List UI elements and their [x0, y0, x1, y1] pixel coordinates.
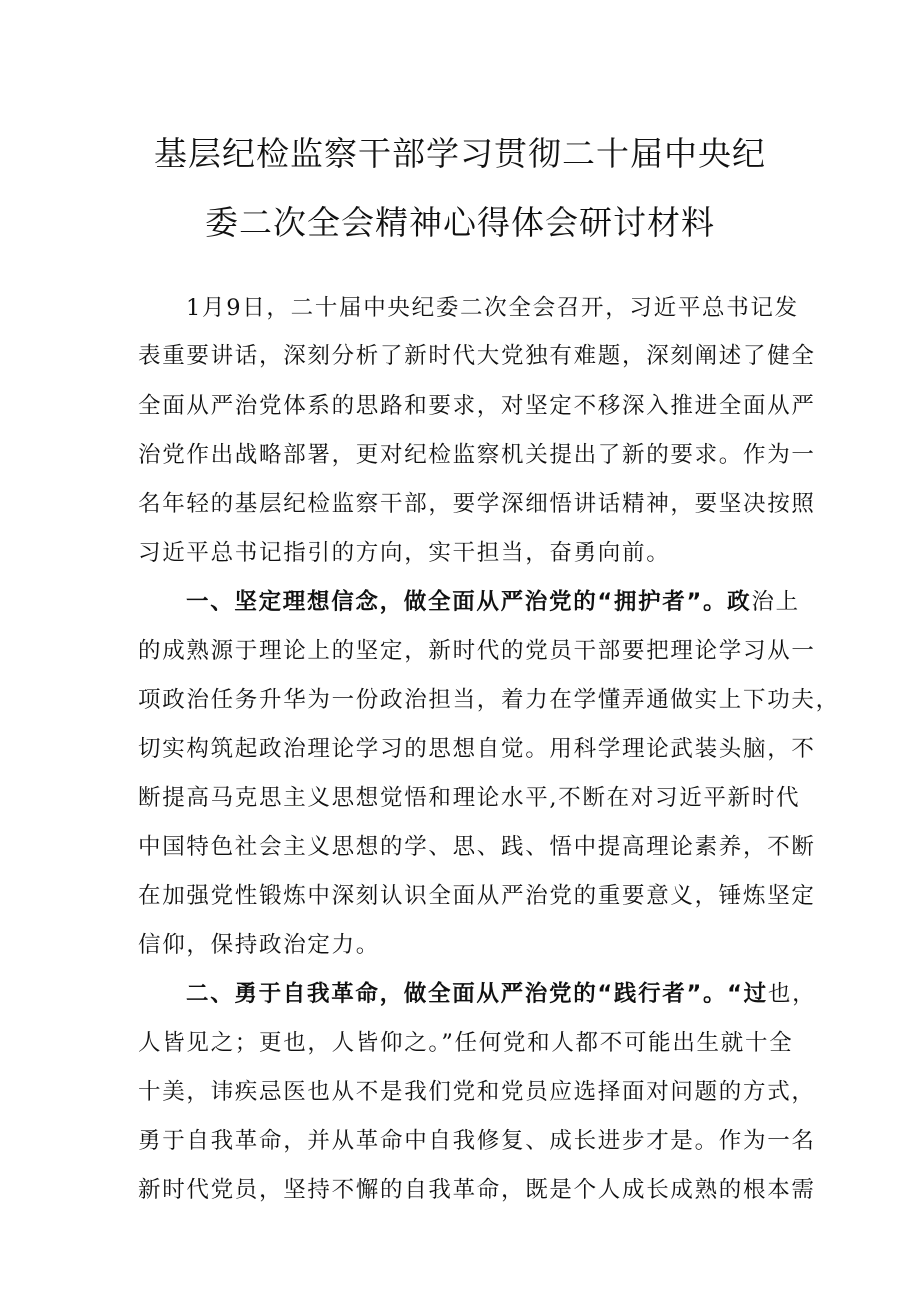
paragraph-2-line-2: 的成熟源于理论上的坚定，新时代的党员干部要把理论学习从一 [138, 638, 816, 664]
paragraph-3-line-1 [186, 978, 817, 1010]
document-title-line-2: 委二次全会精神心得体会研讨材料 [205, 203, 715, 242]
document-title-line-1: 基层纪检监察干部学习贯彻二十届中央纪 [154, 134, 766, 173]
paragraph-1-line-4: 治党作出战略部署，更对纪检监察机关提出了新的要求。作为一 [138, 442, 816, 468]
paragraph-1-line-1: 1月9日，二十届中央纪委二次全会召开，习近平总书记发 [186, 295, 799, 321]
paragraph-3-line-4: 勇于自我革命，并从革命中自我修复、成长进步才是。作为一名 [138, 1128, 816, 1154]
paragraph-2-line-8: 信仰，保持政治定力。 [138, 932, 381, 958]
paragraph-2-line-6: 中国特色社会主义思想的学、思、践、悟中提高理论素养，不断 [138, 834, 816, 860]
section-heading-1: 一、坚定理想信念，做全面从严治党的“拥护者”。政 [186, 589, 752, 615]
paragraph-1-line-3: 全面从严治党体系的思路和要求，对坚定不移深入推进全面从严 [138, 393, 816, 419]
paragraph-1-line-5: 名年轻的基层纪检监察干部，要学深细悟讲话精神，要坚决按照 [138, 491, 816, 517]
paragraph-1-line-2: 表重要讲话，深刻分析了新时代大党独有难题，深刻阐述了健全 [138, 343, 816, 369]
paragraph-2-line-5: 断提高马克思主义思想觉悟和理论水平,不断在对习近平新时代 [138, 785, 801, 811]
paragraph-2-line-1 [186, 586, 800, 618]
paragraph-3-line-1-tail: 也， [767, 981, 817, 1007]
paragraph-2-line-3: 项政治任务升华为一份政治担当，着力在学懂弄通做实上下功夫， [138, 687, 840, 713]
paragraph-2-line-1-tail: 治上 [751, 589, 800, 615]
paragraph-3-line-5: 新时代党员，坚持不懈的自我革命，既是个人成长成熟的根本需 [138, 1177, 816, 1203]
paragraph-2-line-4: 切实构筑起政治理论学习的思想自觉。用科学理论武装头脑，不 [138, 736, 816, 762]
paragraph-1-line-6: 习近平总书记指引的方向，实干担当，奋勇向前。 [138, 540, 671, 566]
paragraph-3-line-3: 十美，讳疾忌医也从不是我们党和党员应选择面对问题的方式， [138, 1079, 816, 1105]
paragraph-2-line-7: 在加强党性锻炼中深刻认识全面从严治党的重要意义，锤炼坚定 [138, 883, 816, 909]
paragraph-3-line-2: 人皆见之；更也，人皆仰之。”任何党和人都不可能出生就十全 [138, 1030, 794, 1056]
section-heading-2: 二、勇于自我革命，做全面从严治党的“践行者”。“过 [186, 981, 768, 1007]
